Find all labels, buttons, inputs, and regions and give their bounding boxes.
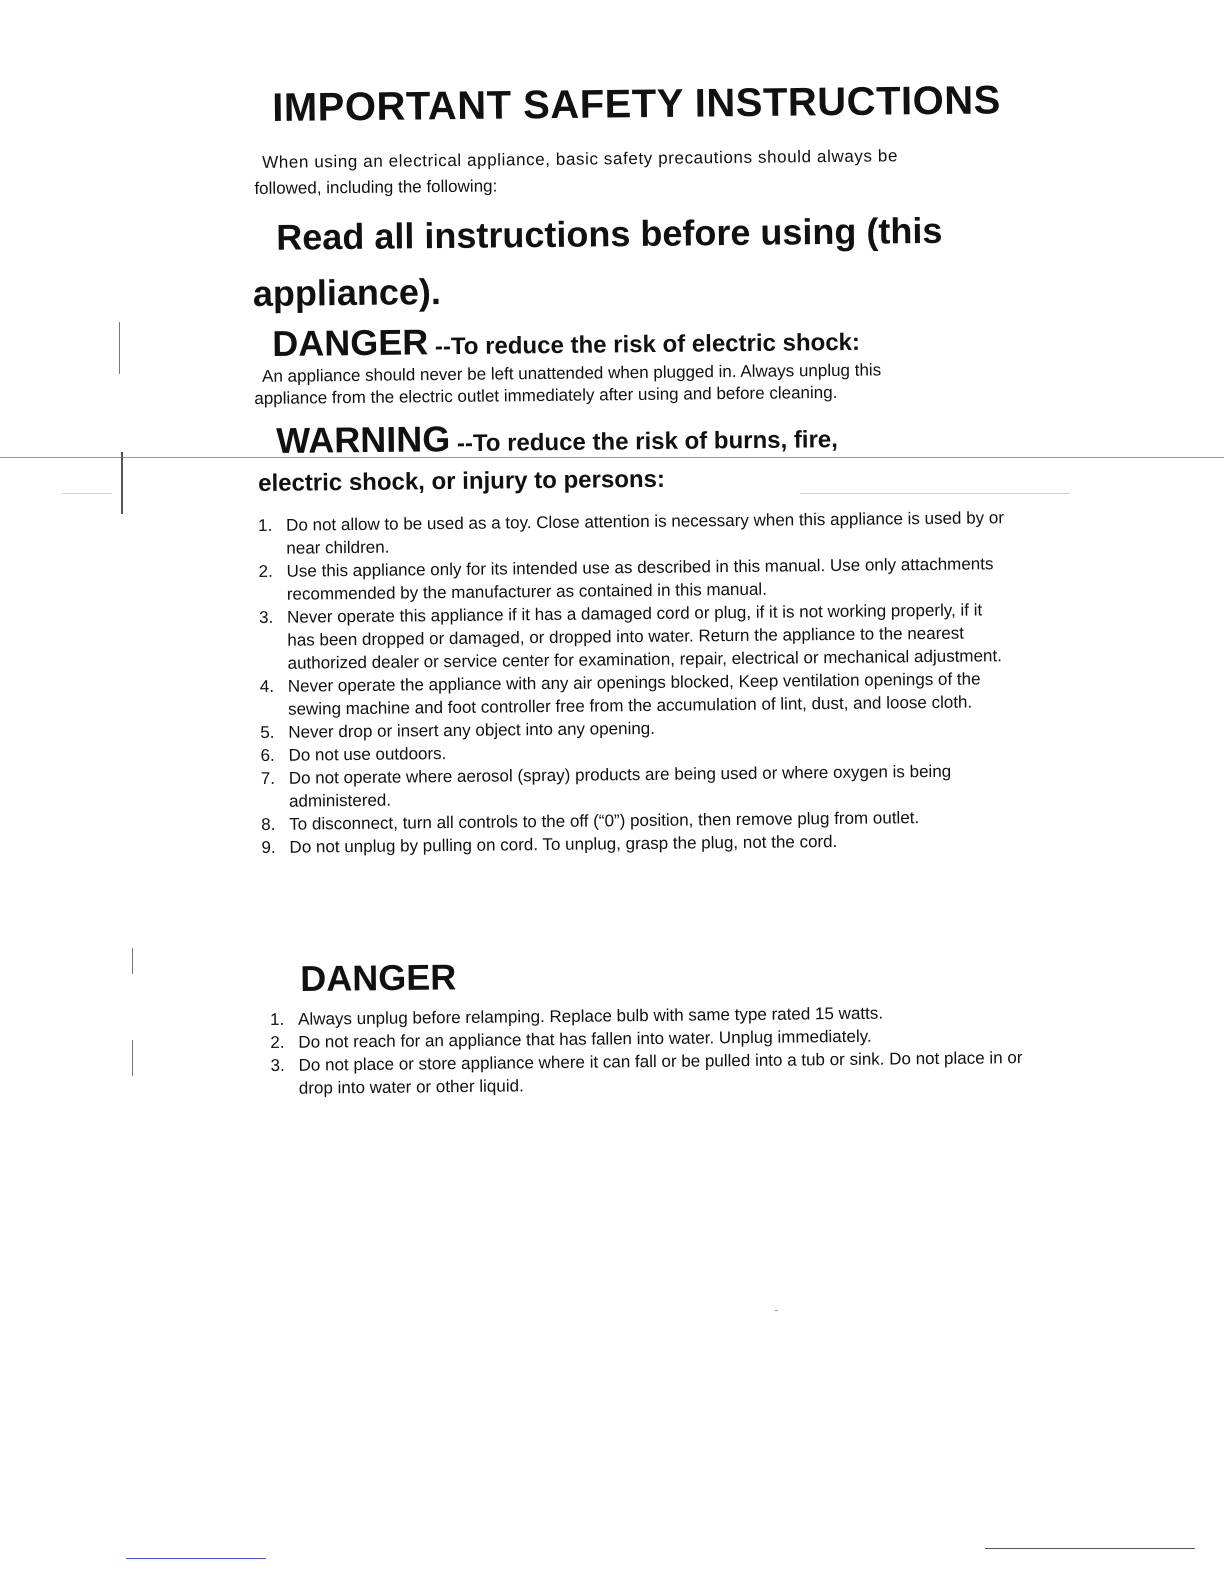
list-number: 2. (270, 1032, 285, 1052)
list-number: 3. (258, 607, 274, 627)
scan-artifact-line (132, 1040, 133, 1076)
read-all-heading (252, 202, 1013, 322)
list-number: 6. (260, 745, 275, 765)
read-all-line: appliance). (252, 271, 442, 314)
intro-line: When using an electrical appliance, basic safety precautions should always be (262, 146, 899, 172)
danger-heading-2: DANGER (300, 956, 457, 999)
list-item (261, 759, 1013, 813)
list-number: 5. (260, 722, 275, 742)
warning-heading-text: To reduce the risk of burns, fire, (472, 426, 839, 457)
list-text: Do not unplug by pulling on cord. To unplug, grasp the plug, not the cord. (289, 831, 838, 857)
list-item (258, 552, 1010, 606)
warning-heading-continued: electric shock, or injury to persons: (258, 465, 666, 497)
list-text: Do not allow to be used as a toy. Close attention is necessary when this appliance is used by or near children. (286, 508, 1005, 558)
warning-separator: -- (450, 429, 474, 458)
danger-shock-body (254, 358, 999, 410)
danger-list (270, 1000, 1023, 1100)
list-text: Do not operate where aerosol (spray) products are being used or where oxygen is being administered. (288, 761, 952, 811)
list-text: Never operate this appliance if it has a damaged cord or plug, if it is not working properly, if it has been dropped or damaged, or dropped into water. Return the appliance to the nearest authorized dealer or service center for examination, repair, electrical or mechanical adjustment. (286, 600, 1002, 673)
intro-line: followed, including the following: (254, 176, 498, 198)
list-item (270, 1046, 1022, 1100)
list-item (260, 667, 1012, 721)
danger-heading-text: To reduce the risk of electric shock: (450, 328, 861, 361)
list-text: Never operate the appliance with any air openings blocked, Keep ventilation openings of the sewing machine and foot controller free from the accumulation of lint, dust, and loose cloth. (287, 669, 981, 719)
danger-separator: -- (428, 333, 452, 361)
scan-artifact-line (132, 948, 133, 974)
list-number: 3. (270, 1055, 285, 1075)
list-text: Always unplug before relamping. Replace bulb with same type rated 15 watts. (298, 1003, 884, 1029)
list-number: 2. (258, 561, 273, 581)
list-text: Do not reach for an appliance that has fallen into water. Unplug immediately. (298, 1026, 872, 1052)
danger-shock-heading (272, 317, 860, 365)
scan-artifact-speck (775, 1310, 778, 1311)
list-item (259, 598, 1012, 675)
list-text: To disconnect, turn all controls to the off (“0”) position, then remove plug from outlet. (289, 808, 920, 834)
danger-label: DANGER (272, 321, 429, 364)
list-number: 4. (259, 676, 275, 696)
list-number: 1. (258, 515, 273, 535)
danger-body-line: An appliance should never be left unattended when plugged in. Always unplug this (262, 360, 882, 386)
list-item (258, 506, 1010, 560)
danger-body-line: appliance from the electric outlet immediately after using and before cleaning. (254, 382, 838, 408)
page-title: IMPORTANT SAFETY INSTRUCTIONS (272, 78, 1002, 130)
list-number: 8. (261, 814, 276, 834)
scan-artifact-line (121, 452, 123, 514)
list-number: 7. (260, 768, 276, 788)
scan-artifact-line (62, 493, 112, 494)
scan-artifact-line (800, 493, 1070, 494)
warning-list (258, 506, 1014, 859)
list-text: Do not use outdoors. (288, 744, 447, 765)
scan-artifact-line (985, 1548, 1195, 1549)
intro-paragraph (254, 142, 1000, 202)
list-text: Do not place or store appliance where it can fall or be pulled into a tub or sink. Do not place in or drop into water or other liquid. (298, 1048, 1023, 1098)
read-all-line: Read all instructions before using (this (276, 209, 943, 258)
scan-artifact-line (119, 322, 120, 374)
scan-artifact-line (126, 1558, 266, 1559)
list-number: 1. (270, 1009, 285, 1029)
list-text: Use this appliance only for its intended use as described in this manual. Use only attachments recommended by the manufacturer as contained in this manual. (286, 554, 994, 604)
list-text: Never drop or insert any object into any opening. (288, 718, 656, 742)
warning-label: WARNING (276, 418, 451, 461)
list-number: 9. (261, 837, 276, 857)
warning-heading (276, 414, 838, 462)
